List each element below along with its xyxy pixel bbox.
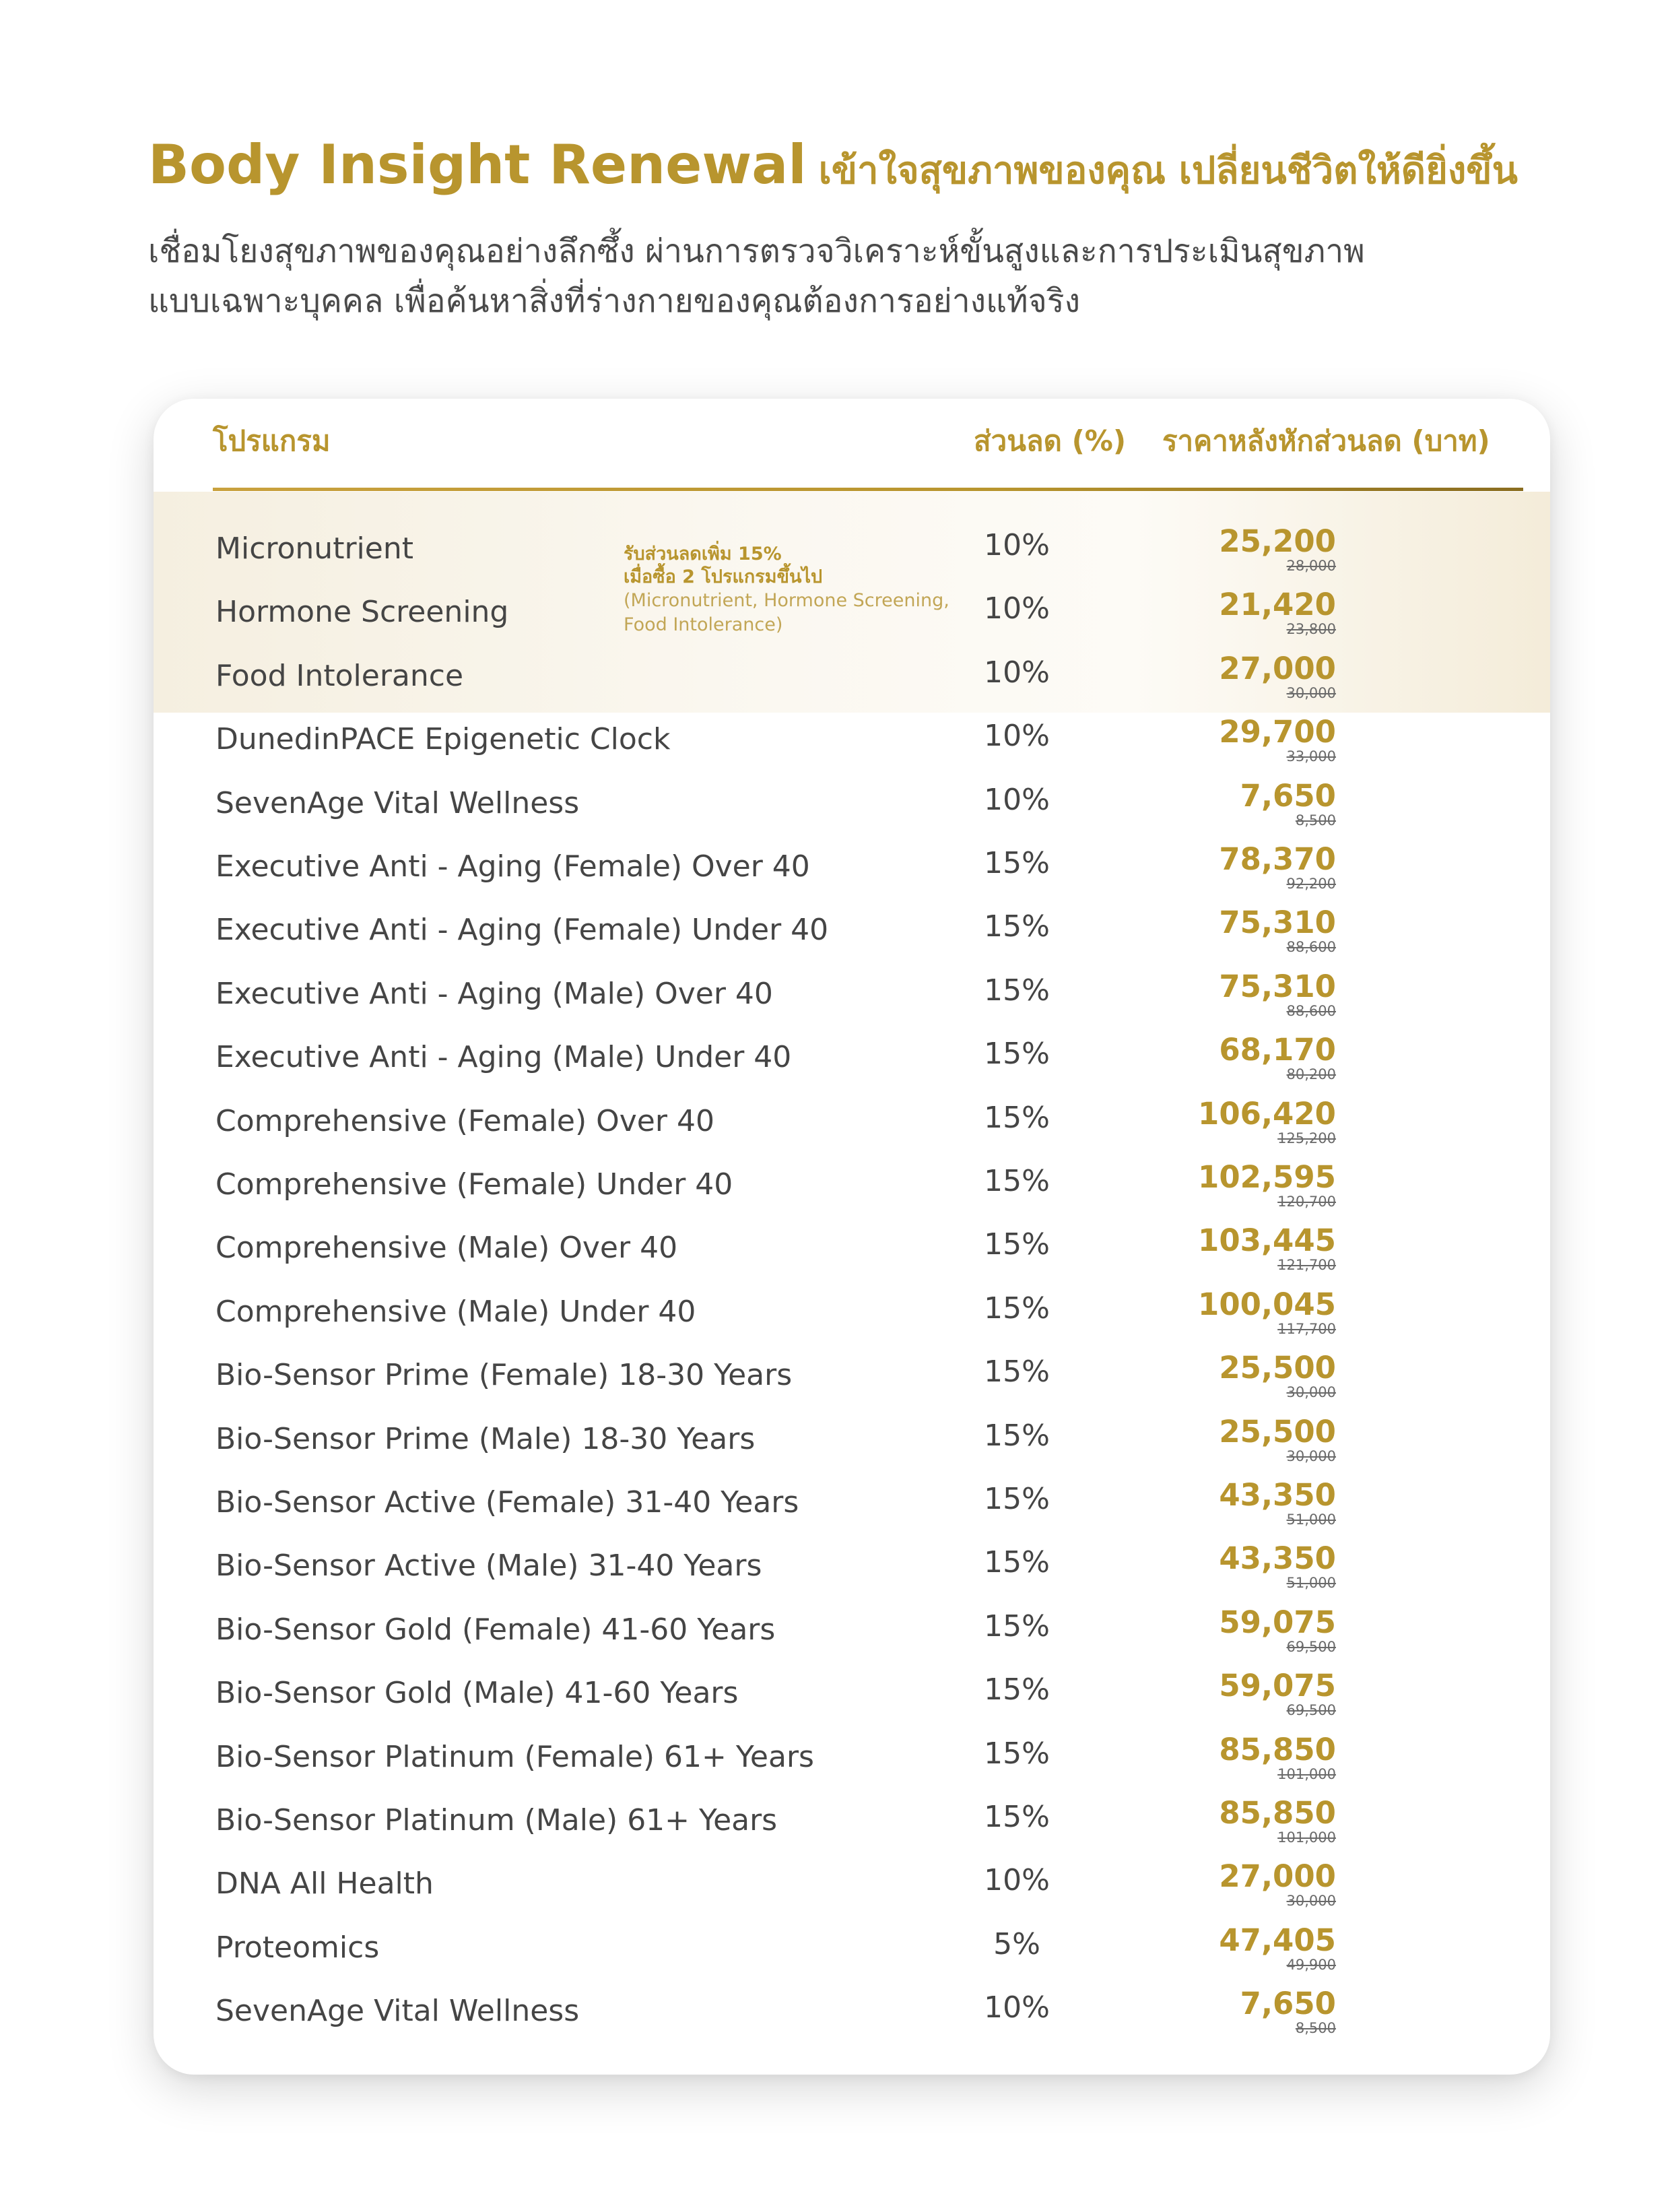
- discounted-price: 103,445: [1198, 1223, 1336, 1259]
- page-header: [148, 128, 1562, 326]
- column-header-price: ราคาหลังหักส่วนลด (บาท): [1162, 424, 1490, 457]
- discounted-price: 85,850: [1219, 1795, 1336, 1831]
- original-price: 28,000: [1286, 558, 1336, 574]
- table-row: [154, 517, 1550, 581]
- table-row: [154, 1344, 1550, 1407]
- original-price: 30,000: [1286, 1893, 1336, 1910]
- discount-percent: 15%: [984, 1227, 1050, 1262]
- discounted-price: 27,000: [1219, 650, 1336, 686]
- discount-percent: 15%: [984, 1608, 1050, 1644]
- table-row: [154, 581, 1550, 644]
- original-price: 88,600: [1286, 939, 1336, 956]
- discount-percent: 10%: [984, 719, 1050, 754]
- original-price: 69,500: [1286, 1702, 1336, 1719]
- discounted-price: 25,200: [1219, 523, 1336, 559]
- discounted-price: 75,310: [1219, 968, 1336, 1004]
- original-price: 117,700: [1277, 1320, 1336, 1337]
- discounted-price: 68,170: [1219, 1032, 1336, 1068]
- program-name: Executive Anti - Aging (Male) Under 40: [215, 1040, 792, 1075]
- table-row: [154, 1980, 1550, 2043]
- table-row: [154, 1852, 1550, 1916]
- discount-percent: 15%: [984, 846, 1050, 880]
- discounted-price: 29,700: [1219, 714, 1336, 750]
- original-price: 101,000: [1277, 1829, 1336, 1846]
- program-name: SevenAge Vital Wellness: [215, 1994, 580, 2029]
- program-name: Proteomics: [215, 1930, 380, 1965]
- program-name: Comprehensive (Female) Under 40: [215, 1167, 733, 1202]
- original-price: 92,200: [1286, 876, 1336, 892]
- program-name: Bio-Sensor Gold (Female) 41-60 Years: [215, 1612, 776, 1647]
- subtitle-line-1: เชื่อมโยงสุขภาพของคุณอย่างลึกซึ้ง ผ่านการตรวจวิเคราะห์ขั้นสูงและการประเมินสุขภาพ: [148, 232, 1365, 270]
- discount-percent: 10%: [984, 655, 1050, 690]
- original-price: 80,200: [1286, 1066, 1336, 1083]
- program-name: Bio-Sensor Prime (Male) 18-30 Years: [215, 1421, 756, 1456]
- discount-percent: 15%: [984, 1100, 1050, 1135]
- discount-percent: 10%: [984, 782, 1050, 817]
- table-row: [154, 1662, 1550, 1725]
- page-subtitle: [148, 226, 1562, 326]
- table-row: [154, 1026, 1550, 1089]
- table-row: [154, 1471, 1550, 1534]
- column-header-discount: ส่วนลด (%): [974, 424, 1127, 457]
- page-title: [148, 128, 1562, 217]
- program-name: Executive Anti - Aging (Female) Over 40: [215, 849, 810, 884]
- table-row: [154, 708, 1550, 771]
- discounted-price: 75,310: [1219, 905, 1336, 941]
- original-price: 8,500: [1295, 2020, 1336, 2037]
- discounted-price: 47,405: [1219, 1922, 1336, 1958]
- original-price: 88,600: [1286, 1002, 1336, 1019]
- discounted-price: 85,850: [1219, 1731, 1336, 1767]
- table-row: [154, 645, 1550, 708]
- subtitle-line-2: แบบเฉพาะบุคคล เพื่อค้นหาสิ่งที่ร่างกายของคุณต้องการอย่างแท้จริง: [148, 282, 1081, 320]
- discount-percent: 15%: [984, 1037, 1050, 1072]
- program-name: Comprehensive (Male) Under 40: [215, 1294, 696, 1329]
- table-row: [154, 772, 1550, 835]
- discount-percent: 15%: [984, 1800, 1050, 1834]
- original-price: 101,000: [1277, 1765, 1336, 1782]
- original-price: 49,900: [1286, 1956, 1336, 1973]
- program-name: Executive Anti - Aging (Male) Over 40: [215, 976, 773, 1011]
- original-price: 69,500: [1286, 1638, 1336, 1655]
- program-name: Food Intolerance: [215, 658, 464, 693]
- original-price: 8,500: [1295, 812, 1336, 828]
- program-name: DunedinPACE Epigenetic Clock: [215, 722, 671, 757]
- discounted-price: 7,650: [1240, 1986, 1336, 2022]
- original-price: 120,700: [1277, 1194, 1336, 1210]
- discounted-price: 27,000: [1219, 1858, 1336, 1895]
- original-price: 30,000: [1286, 1447, 1336, 1464]
- discount-percent: 15%: [984, 1418, 1050, 1453]
- discount-percent: 10%: [984, 591, 1050, 626]
- discounted-price: 59,075: [1219, 1604, 1336, 1640]
- program-name: Bio-Sensor Platinum (Female) 61+ Years: [215, 1739, 814, 1774]
- program-name: Bio-Sensor Platinum (Male) 61+ Years: [215, 1803, 778, 1837]
- title-english: Body Insight Renewal: [148, 133, 807, 196]
- price-table-card: [154, 399, 1550, 2075]
- table-row: [154, 1153, 1550, 1216]
- program-name: Comprehensive (Male) Over 40: [215, 1231, 678, 1266]
- table-row: [154, 1280, 1550, 1344]
- original-price: 125,200: [1277, 1130, 1336, 1146]
- discounted-price: 7,650: [1240, 777, 1336, 814]
- program-name: Hormone Screening: [215, 595, 509, 630]
- table-row: [154, 963, 1550, 1026]
- table-row: [154, 1534, 1550, 1598]
- table-row: [154, 1598, 1550, 1662]
- discounted-price: 78,370: [1219, 841, 1336, 877]
- table-row: [154, 899, 1550, 962]
- original-price: 51,000: [1286, 1575, 1336, 1592]
- program-name: Bio-Sensor Active (Female) 31-40 Years: [215, 1485, 799, 1520]
- discount-percent: 15%: [984, 1545, 1050, 1580]
- table-row: [154, 1216, 1550, 1280]
- discounted-price: 25,500: [1219, 1350, 1336, 1386]
- table-row: [154, 835, 1550, 899]
- promo-line-4: Food Intolerance): [624, 614, 783, 635]
- program-name: DNA All Health: [215, 1866, 434, 1901]
- program-name: SevenAge Vital Wellness: [215, 785, 580, 820]
- table-row: [154, 1726, 1550, 1789]
- program-name: Comprehensive (Female) Over 40: [215, 1103, 714, 1138]
- discounted-price: 43,350: [1219, 1477, 1336, 1513]
- discounted-price: 102,595: [1198, 1159, 1336, 1195]
- discount-percent: 10%: [984, 1990, 1050, 2025]
- discounted-price: 43,350: [1219, 1540, 1336, 1577]
- discounted-price: 25,500: [1219, 1413, 1336, 1450]
- original-price: 30,000: [1286, 1384, 1336, 1401]
- discount-percent: 15%: [984, 1164, 1050, 1198]
- table-row: [154, 1916, 1550, 1980]
- discount-percent: 15%: [984, 1736, 1050, 1771]
- discounted-price: 106,420: [1198, 1095, 1336, 1132]
- title-thai: เข้าใจสุขภาพของคุณ เปลี่ยนชีวิตให้ดียิ่งขึ้น: [818, 149, 1518, 193]
- discount-percent: 15%: [984, 973, 1050, 1008]
- program-name: Executive Anti - Aging (Female) Under 40: [215, 913, 829, 948]
- discount-percent: 15%: [984, 1672, 1050, 1707]
- program-name: Micronutrient: [215, 531, 413, 566]
- program-name: Bio-Sensor Active (Male) 31-40 Years: [215, 1549, 762, 1584]
- discount-percent: 15%: [984, 1291, 1050, 1326]
- discounted-price: 59,075: [1219, 1668, 1336, 1704]
- program-name: Bio-Sensor Gold (Male) 41-60 Years: [215, 1676, 739, 1711]
- promo-line-3: (Micronutrient, Hormone Screening,: [624, 590, 949, 611]
- table-row: [154, 1789, 1550, 1852]
- original-price: 30,000: [1286, 684, 1336, 701]
- discount-percent: 10%: [984, 1863, 1050, 1898]
- original-price: 23,800: [1286, 621, 1336, 638]
- program-name: Bio-Sensor Prime (Female) 18-30 Years: [215, 1358, 793, 1393]
- discount-percent: 5%: [993, 1926, 1040, 1961]
- discounted-price: 100,045: [1198, 1286, 1336, 1322]
- discount-percent: 15%: [984, 909, 1050, 944]
- table-row: [154, 1090, 1550, 1153]
- promo-line-1: รับส่วนลดเพิ่ม 15%: [624, 544, 782, 564]
- header-divider: [213, 488, 1523, 491]
- discount-percent: 15%: [984, 1355, 1050, 1390]
- original-price: 121,700: [1277, 1257, 1336, 1274]
- discounted-price: 21,420: [1219, 587, 1336, 623]
- column-header-program: โปรแกรม: [213, 424, 331, 457]
- original-price: 33,000: [1286, 748, 1336, 765]
- promo-line-2: เมื่อซื้อ 2 โปรแกรมขึ้นไป: [624, 566, 823, 587]
- table-row: [154, 1408, 1550, 1471]
- discount-percent: 15%: [984, 1482, 1050, 1516]
- discount-percent: 10%: [984, 528, 1050, 562]
- original-price: 51,000: [1286, 1511, 1336, 1528]
